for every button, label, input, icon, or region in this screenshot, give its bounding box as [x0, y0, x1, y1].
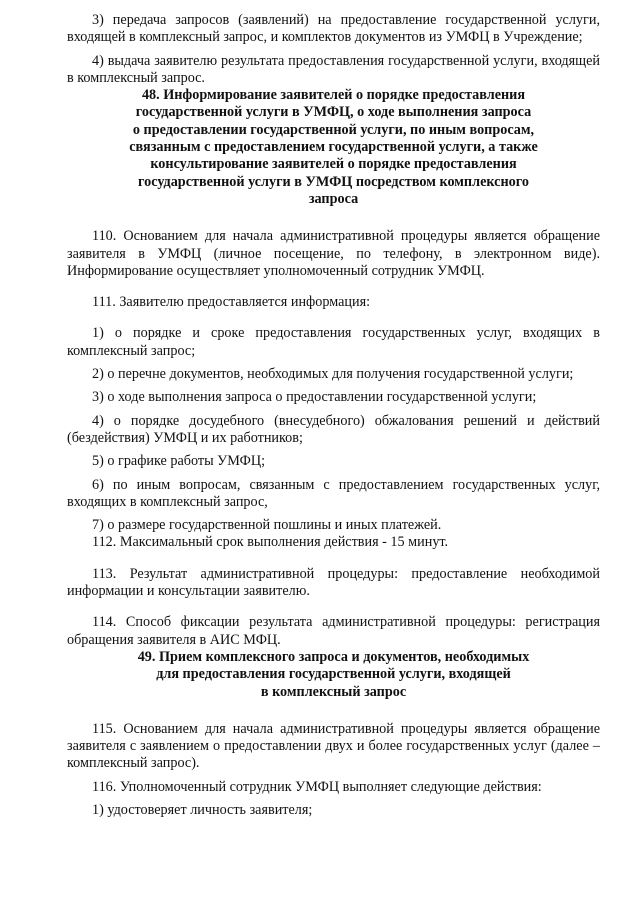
paragraph-112: 112. Максимальный срок выполнения действия - 15 минут. — [92, 534, 449, 551]
heading-line: связанным с предоставлением государственной услуги, а также — [129, 139, 538, 156]
document-page — [67, 12, 600, 819]
paragraph-114: 114. Способ фиксации результата административной процедуры: регистрация обращения заявителя в АИС МФЦ. — [67, 614, 600, 648]
heading-line: 49. Прием комплексного запроса и документов, необходимых — [137, 648, 530, 665]
section-heading-48 — [67, 87, 600, 208]
list-item: 5) о графике работы УМФЦ; — [92, 453, 266, 470]
heading-line: консультирование заявителей о порядке предоставления — [150, 156, 517, 173]
heading-line: 48. Информирование заявителей о порядке предоставления — [141, 87, 526, 104]
list-item: 4) о порядке досудебного (внесудебного) обжалования решений и действий (бездействия) УМФЦ и их работников; — [67, 412, 600, 446]
heading-line: запроса — [308, 190, 359, 207]
paragraph-110: 110. Основанием для начала административной процедуры является обращение заявителя в УМФЦ (личное посещение, по телефону, в электронном виде). Информирование осуществляет уполномоченный сотрудник УМФЦ. — [67, 228, 600, 279]
heading-line: государственной услуги в УМФЦ, о ходе выполнения запроса — [135, 104, 532, 121]
list-item: 4) выдача заявителю результата предоставления государственной услуги, входящей в комплексный запрос. — [67, 52, 600, 86]
list-item: 1) о порядке и сроке предоставления государственных услуг, входящих в комплексный запрос; — [67, 325, 600, 359]
heading-line: в комплексный запрос — [260, 683, 407, 700]
list-item: 3) передача запросов (заявлений) на предоставление государственной услуги, входящей в комплексный запрос, и комплектов документов из УМФЦ в Учреждение; — [67, 12, 600, 46]
heading-line: государственной услуги в УМФЦ посредством комплексного — [138, 173, 529, 190]
list-item: 7) о размере государственной пошлины и иных платежей. — [92, 517, 442, 534]
paragraph-116: 116. Уполномоченный сотрудник УМФЦ выполняет следующие действия: — [92, 778, 542, 795]
heading-line: для предоставления государственной услуги, входящей — [156, 666, 511, 683]
heading-line: о предоставлении государственной услуги, по иным вопросам, — [132, 121, 535, 138]
paragraph-115: 115. Основанием для начала административной процедуры является обращение заявителя с заявлением о предоставлении двух и более государственных услуг (далее – комплексный запрос). — [67, 720, 600, 772]
list-item: 1) удостоверяет личность заявителя; — [92, 801, 313, 818]
list-item: 3) о ходе выполнения запроса о предоставлении государственной услуги; — [92, 389, 537, 406]
paragraph-111: 111. Заявителю предоставляется информация: — [92, 294, 371, 311]
list-item: 6) по иным вопросам, связанным с предоставлением государственных услуг, входящих в комплексный запрос, — [67, 476, 600, 510]
section-heading-49 — [67, 649, 600, 701]
list-item: 2) о перечне документов, необходимых для получения государственной услуги; — [92, 366, 574, 383]
paragraph-113: 113. Результат административной процедуры: предоставление необходимой информации и консультации заявителю. — [67, 565, 600, 600]
